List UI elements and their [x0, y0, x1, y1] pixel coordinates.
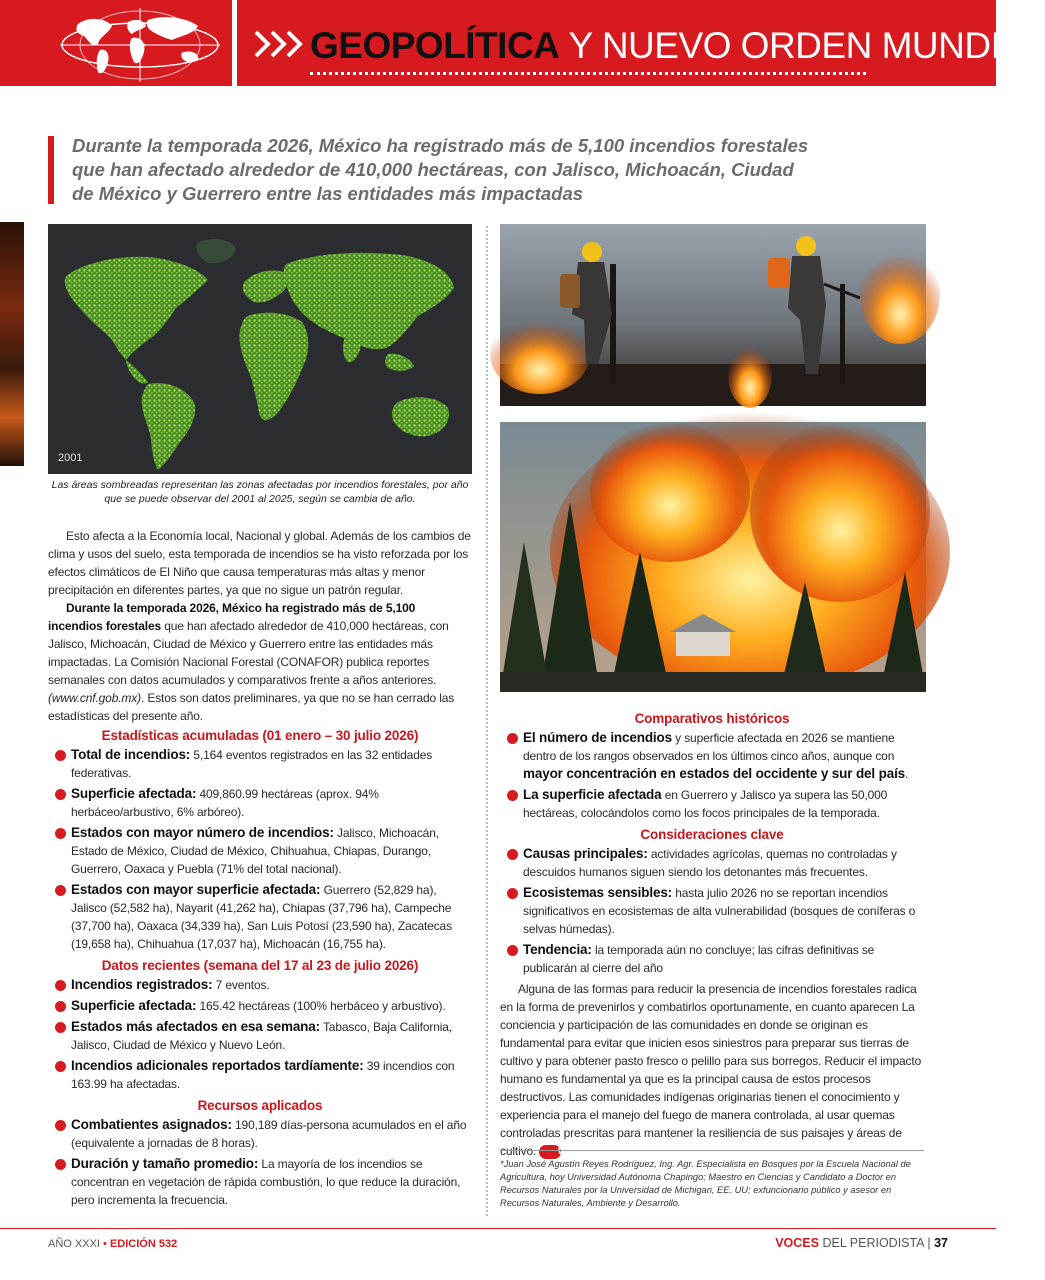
footer-edition-number: EDICIÓN 532 [109, 1238, 178, 1250]
column-divider [486, 226, 488, 1216]
list-item [500, 729, 924, 783]
section-title-rest: Y NUEVO ORDEN MUNDIAL [568, 25, 1045, 66]
list-item-text: y superficie afectada en 2026 se mantiene dentro de los rangos observados en los últimos cinco años, aunque con [523, 731, 895, 763]
footer-brand-bold: VOCES [775, 1236, 819, 1250]
list-item-label: Estados más afectados en esa semana: [71, 1019, 320, 1034]
list-item-text: 409,860.99 hectáreas (aprox. 94% herbáceo/arbustivo, 6% arbóreo). [71, 787, 379, 819]
world-map-compass-logo-icon [48, 0, 230, 86]
section-heading-key-considerations: Consideraciones clave [640, 827, 784, 842]
footer-separator: | [927, 1236, 931, 1250]
paragraph-season-tail: . Estos son datos preliminares, ya que no se han cerrado las estadísticas del presente año. [48, 691, 455, 723]
list-item [48, 746, 472, 782]
list-item [48, 976, 472, 994]
section-heading-recent: Datos recientes (semana del 17 al 23 de julio 2026) [101, 958, 419, 973]
list-item-emphasis: mayor concentración en estados del occidente y sur del país [523, 766, 906, 781]
list-item-tail: . [905, 767, 909, 781]
section-title [310, 24, 1045, 68]
list-item-label: Incendios registrados: [71, 977, 213, 992]
author-bio: *Juan José Agustín Reyes Rodríguez, Ing. Agr. Especialista en Bosques por la Escuela Nacional de Agricultura, hoy Universidad Autónoma Chapingo; Maestro en Ciencias y Candidato a Doctor en Recursos Naturales por la Universidad de Michigan, EE. UU; exfuncionario público y asesor en Recursos Naturales, Ambiente y Desarrollo. [500, 1159, 911, 1208]
previous-page-photo-edge [0, 222, 24, 466]
list-item-label: Duración y tamaño promedio: [71, 1156, 259, 1171]
paragraph-season-text: que han afectado alrededor de 410,000 hectáreas, con Jalisco, Michoacán, Ciudad de México y Guerrero entre las entidades más impactadas. La Comisión Nacional Forestal (CONAFOR) publica reportes semanales con datos acumulados y comparativos frente a años anteriores. [48, 619, 449, 687]
list-item-text: 165.42 hectáreas (100% herbáceo y arbustivo). [196, 999, 446, 1013]
list-item-text: La mayoría de los incendios se concentran en vegetación de rápida combustión, lo que reduce la duración, pero incrementa la frecuencia. [71, 1157, 461, 1207]
lead-paragraph: Durante la temporada 2026, México ha registrado más de 5,100 incendios forestales que han afectado alrededor de 410,000 hectáreas, con Jalisco, Michoacán, Ciudad de México y Guerrero entre las entidades más impactadas [72, 135, 809, 204]
footer-rule [0, 1228, 996, 1229]
section-heading-historic: Comparativos históricos [634, 711, 790, 726]
list-item-label: Estados con mayor superficie afectada: [71, 882, 321, 897]
footer-brand [775, 1236, 948, 1250]
right-column [500, 708, 924, 1160]
list-item-label: Superficie afectada: [71, 998, 197, 1013]
cumulative-stats-list [48, 746, 472, 953]
list-item [48, 997, 472, 1015]
list-item-text: hasta julio 2026 no se reportan incendios significativos en ecosistemas de alta vulnerabilidad (bosques de coníferas o selvas húmedas). [523, 886, 916, 936]
list-item-text: Guerrero (52,829 ha), Jalisco (52,582 ha), Nayarit (41,262 ha), Chiapas (37,796 ha), Campeche (37,700 ha), Oaxaca (34,339 ha), San Luis Potosí (23,590 ha), Zacatecas (19,658 ha), Chihuahua (17,037 ha), Michoacán (16,755 ha). [71, 883, 452, 951]
map-year-label: 2001 [58, 452, 83, 464]
list-item-label: Tendencia: [523, 942, 592, 957]
page-number: 37 [934, 1236, 948, 1250]
list-item-text: Jalisco, Michoacán, Estado de México, Ciudad de México, Chihuahua, Chiapas, Durango, Guerrero, Oaxaca y Puebla (71% del total nacional). [71, 826, 439, 876]
left-column [48, 527, 472, 1212]
list-item-label: Causas principales: [523, 846, 648, 861]
section-heading-cumulative: Estadísticas acumuladas (01 enero – 30 julio 2026) [101, 728, 419, 743]
paragraph-season [48, 599, 472, 725]
list-item [48, 1155, 472, 1209]
list-item-label: Total de incendios: [71, 747, 191, 762]
list-item-label: Estados con mayor número de incendios: [71, 825, 334, 840]
list-item-text: en Guerrero y Jalisco ya supera las 50,000 hectáreas, colocándolos como los focos principales de la temporada. [523, 788, 888, 820]
list-item [48, 1018, 472, 1054]
list-item-label: El número de incendios [523, 730, 672, 745]
list-item-text: 190,189 días-persona acumulados en el año (equivalente a jornadas de 8 horas). [71, 1118, 467, 1150]
map-caption: Las áreas sombreadas representan las zonas afectadas por incendios forestales, por año que se puede observar del 2001 al 2025, según se cambia de año. [51, 479, 469, 505]
conafor-link[interactable]: (www.cnf.gob.mx) [48, 691, 141, 705]
footer-edition [48, 1238, 177, 1250]
list-item [500, 884, 924, 938]
triple-chevron-icon [254, 30, 306, 58]
section-title-bold: GEOPOLÍTICA [310, 25, 560, 66]
header-separator [232, 0, 237, 86]
paragraph-season-bold: Durante la temporada 2026, México ha registrado más de 5,100 incendios forestales [48, 601, 416, 633]
list-item [500, 941, 924, 977]
footer-year: AÑO XXXI [48, 1238, 100, 1250]
vp-end-mark: VP [539, 1145, 561, 1159]
list-item-text: Tabasco, Baja California, Jalisco, Ciudad de México y Nuevo León. [71, 1020, 452, 1052]
list-item-label: Combatientes asignados: [71, 1117, 232, 1132]
bio-rule [500, 1150, 924, 1151]
considerations-list [500, 845, 924, 977]
forest-fire-photo [500, 422, 926, 692]
header-dotted-rule [310, 72, 866, 75]
list-item-text: 39 incendios con 163.99 ha afectadas. [71, 1059, 455, 1091]
resources-list [48, 1116, 472, 1209]
list-item-label: Incendios adicionales reportados tardíamente: [71, 1058, 364, 1073]
historic-list [500, 729, 924, 822]
footer-bullet: • [103, 1238, 107, 1250]
closing-paragraph-text: Alguna de las formas para reducir la presencia de incendios forestales radica en la forma de prevenirlos y combatirlos oportunamente, en cuanto aparecen La conciencia y participación de las comunidades en donde se originan es fundamental para evitar que inicien esos siniestros para preparar sus tierras de cultivo y para obtener pasto fresco o pelillo para sus borregos. Reducir el impacto humano es fundamental ya que es la principal causa de estos procesos destructivos. Las comunidades indígenas originarias tienen el conocimiento y experiencia para el manejo del fuego de manera controlada, al usar quemas controladas prescritas para mantener la resiliencia de sus paisajes y áreas de cultivo. [500, 982, 922, 1158]
list-item [500, 786, 924, 822]
firefighters-photo [500, 224, 926, 406]
lead-accent-bar [48, 136, 54, 204]
list-item-text: actividades agrícolas, quemas no controladas y descuidos humanos siguen siendo los detonantes más frecuentes. [523, 847, 897, 879]
list-item [48, 1116, 472, 1152]
world-fire-map [48, 224, 472, 474]
list-item-label: Superficie afectada: [71, 786, 197, 801]
section-heading-resources: Recursos aplicados [197, 1098, 323, 1113]
list-item [48, 1057, 472, 1093]
closing-paragraph [500, 980, 924, 1160]
list-item [48, 881, 472, 953]
list-item-text: 5,164 eventos registrados en las 32 entidades federativas. [71, 748, 433, 780]
list-item-text: 7 eventos. [212, 978, 270, 992]
list-item [48, 824, 472, 878]
footer-brand-rest: DEL PERIODISTA [818, 1236, 924, 1250]
list-item-label: Ecosistemas sensibles: [523, 885, 673, 900]
paragraph-intro: Esto afecta a la Economía local, Nacional y global. Además de los cambios de clima y usos del suelo, esta temporada de incendios se ha visto reforzada por los efectos climáticos de El Niño que causa temperaturas más altas y menor precipitación en diferentes partes, ya que no sigue un patrón regular. [48, 529, 471, 597]
list-item-label: La superficie afectada [523, 787, 662, 802]
list-item [500, 845, 924, 881]
list-item [48, 785, 472, 821]
header-band [0, 0, 1045, 86]
list-item-text: la temporada aún no concluye; las cifras definitivas se publicarán al cierre del año [523, 943, 875, 975]
recent-data-list [48, 976, 472, 1093]
